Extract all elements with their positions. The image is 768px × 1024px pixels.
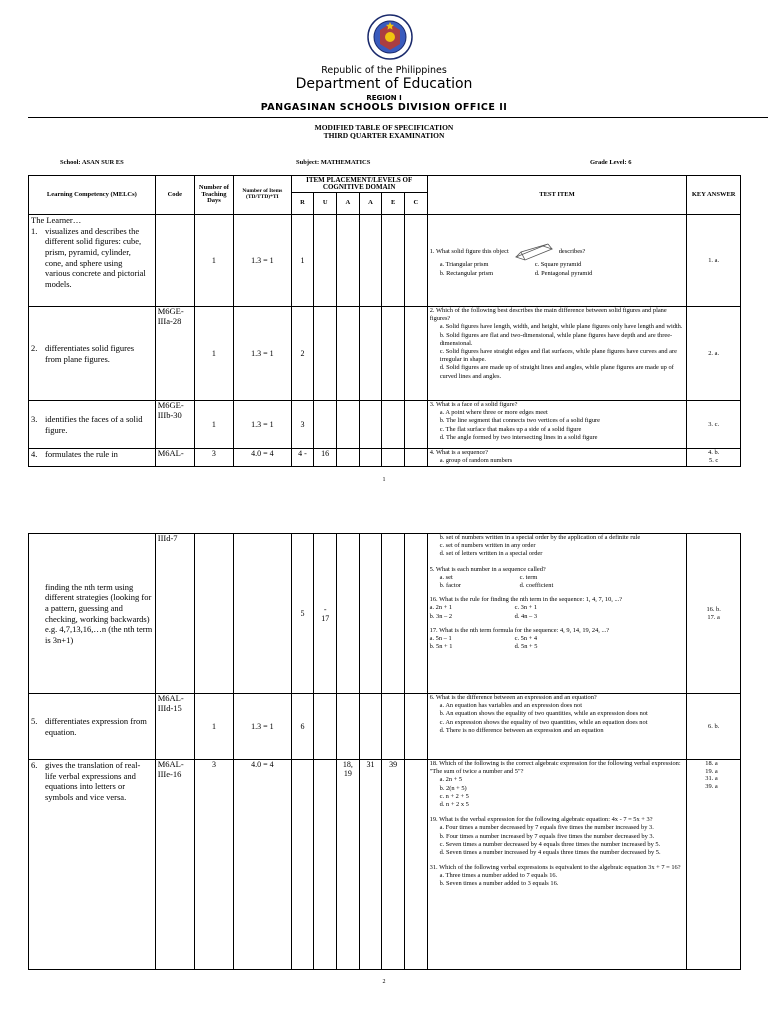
key-cell	[687, 449, 741, 467]
key-line: 5. c	[709, 456, 719, 464]
u-value: 17	[321, 613, 330, 623]
option-a: a. Solid figures have length, width, and height, while plane figures only have length and width.	[439, 323, 683, 331]
option-d: d. n + 2 x 5	[439, 800, 469, 808]
table-row	[29, 449, 741, 467]
key-cell: 6. b.	[687, 694, 741, 760]
option-c: c. 5n + 4	[514, 634, 538, 642]
r-cell: 3	[291, 401, 314, 449]
u-dash: -	[323, 604, 327, 614]
code-cell	[155, 215, 194, 307]
competency-number: 5.	[31, 715, 38, 726]
competency-number: 6.	[31, 760, 38, 770]
key-cell: 3. c.	[687, 401, 741, 449]
option-c: c. The flat surface that makes up a side of a solid figure	[439, 425, 582, 433]
page-1	[0, 0, 768, 490]
days-cell: 1	[194, 694, 233, 760]
option-a: a. Three times a number added to 7 equals 16.	[439, 872, 558, 880]
question-text: 17. What is the nth term formula for the sequence: 4, 9, 14, 19, 24, ...?	[429, 626, 610, 634]
competency-number: 3.	[31, 413, 38, 424]
test-item-cell	[427, 307, 687, 401]
e-cell: 39	[382, 760, 405, 970]
competency-cell	[29, 449, 156, 467]
key-line: 31. a	[705, 775, 718, 783]
col-items: Number of Items (TD/TTD)*TI	[234, 176, 292, 215]
question-text: 31. Which of the following verbal expressions is equivalent to the algebraic equation 3x + 7 = 16?	[429, 864, 681, 872]
days-cell: 1	[194, 401, 233, 449]
col-days: Number of Teaching Days	[194, 176, 233, 215]
option-b: b. set of numbers written in a special order by the application of a definite rule	[439, 534, 641, 541]
u-cell: 16	[314, 449, 337, 467]
a1-cell: 18, 19	[337, 760, 360, 970]
option-c: c. term	[519, 573, 538, 581]
competency-cell	[29, 307, 156, 401]
test-item-cell	[427, 449, 687, 467]
competency-cell	[29, 401, 156, 449]
deped-seal-icon	[367, 14, 413, 60]
option-d: d. Solid figures are made up of straight lines and angles, while plane figures are made up of curved lines and angles.	[439, 364, 674, 380]
option-d: d. set of letters written in a special order	[439, 550, 543, 558]
school-label: School: ASAN SUR ES	[60, 159, 124, 166]
republic-label: Republic of the Philippines	[321, 65, 447, 76]
test-item-cell	[427, 215, 687, 307]
doc-title-1: MODIFIED TABLE OF SPECIFICATION	[314, 123, 454, 132]
competency-text: visualizes and describes the different solid figures: cube, prism, pyramid, cylinder, cone, and sphere using various concrete and pictorial models.	[45, 225, 146, 289]
question-text: 6. What is the difference between an expression and an equation?	[429, 694, 597, 701]
competency-number: 4.	[31, 449, 38, 459]
code-cell: M6AL-IIIe-16	[155, 760, 194, 970]
learner-intro: The Learner…	[31, 215, 82, 225]
spec-table-page-2	[28, 533, 741, 970]
competency-text: formulates the rule in	[45, 449, 118, 459]
key-line: 39. a	[705, 783, 718, 791]
page-number: 1	[382, 477, 386, 483]
items-cell: 1.3 = 1	[234, 215, 292, 307]
r-cell: 6	[291, 694, 314, 760]
items-cell: 1.3 = 1	[234, 694, 292, 760]
col-r: R	[291, 193, 314, 215]
col-a1: A	[337, 193, 360, 215]
option-a: a. 2n + 1	[429, 604, 453, 612]
code-cell: M6AL-	[155, 449, 194, 467]
option-c: c. n + 2 + 5	[439, 792, 469, 800]
option-a: a. Triangular prism	[439, 261, 489, 269]
key-line: 18. a	[705, 760, 718, 767]
option-a: a. Four times a number decreased by 7 equals five times the number increased by 3.	[439, 824, 654, 832]
competency-cell	[29, 694, 156, 760]
question-text: 16. What is the rule for finding the nth term in the sequence: 1, 4, 7, 10, ...?	[429, 596, 623, 604]
option-c: c. Seven times a number decreased by 4 equals three times the number increased by 5.	[439, 840, 661, 848]
doc-title-2: THIRD QUARTER EXAMINATION	[323, 131, 445, 140]
col-code: Code	[155, 176, 194, 215]
option-d: d. 5n + 5	[514, 643, 538, 651]
key-line: 4. b.	[708, 449, 720, 456]
page-2	[0, 525, 768, 1024]
option-d: d. 4n – 3	[514, 612, 538, 620]
competency-cell	[29, 215, 156, 307]
col-key: KEY ANSWER	[687, 176, 741, 215]
days-cell: 3	[194, 449, 233, 467]
items-cell: 4.0 = 4	[234, 449, 292, 467]
option-a: a. set	[439, 573, 453, 581]
competency-text: gives the translation of real-life verbal expressions and equations into letters or symbols and vice versa.	[45, 760, 141, 802]
subject-label: Subject: MATHEMATICS	[296, 159, 371, 166]
u-cell	[314, 534, 337, 694]
key-line: 17. a	[707, 613, 720, 621]
items-cell: 4.0 = 4	[234, 760, 292, 970]
option-c: c. set of numbers written in any order	[439, 542, 536, 550]
days-cell: 3	[194, 760, 233, 970]
competency-number: 1.	[31, 225, 38, 236]
question-text: 2. Which of the following best describes the main difference between solid figures and plane figures?	[429, 307, 667, 323]
table-row	[29, 534, 741, 694]
question-text: 1. What solid figure this object	[429, 248, 509, 256]
col-u: U	[314, 193, 337, 215]
header-divider	[28, 117, 768, 118]
option-b: b. An equation shows the equality of two quantities, while an expression does not	[439, 710, 648, 718]
test-item-cell	[427, 760, 687, 970]
question-text: 3. What is a face of a solid figure?	[429, 401, 518, 408]
days-cell: 1	[194, 215, 233, 307]
r-cell: 1	[291, 215, 314, 307]
key-line: 16. b.	[706, 605, 721, 613]
option-a: a. 2n + 5	[439, 776, 463, 784]
option-b: b. Rectangular prism	[439, 269, 494, 277]
option-b: b. Seven times a number added to 3 equals 16.	[439, 880, 559, 888]
option-d: d. There is no difference between an expression and an equation	[439, 726, 604, 734]
competency-text: differentiates expression from equation.	[45, 715, 147, 737]
col-c: C	[404, 193, 427, 215]
option-c: c. An expression shows the equality of two quantities, while an equation does not	[439, 718, 648, 726]
competency-cell	[29, 760, 156, 970]
table-row	[29, 307, 741, 401]
option-b: b. 5n + 1	[429, 643, 453, 651]
header-row	[29, 176, 741, 193]
grade-label: Grade Level: 6	[590, 159, 632, 166]
table-row	[29, 760, 741, 970]
items-cell: 1.3 = 1	[234, 307, 292, 401]
table-row	[29, 694, 741, 760]
competency-text: differentiates solid figures from plane figures.	[45, 342, 135, 364]
key-line: 19. a	[705, 767, 718, 775]
col-e: E	[382, 193, 405, 215]
key-cell: 2. a.	[687, 307, 741, 401]
region-label: REGION I	[366, 94, 402, 102]
competency-cell: finding the nth term using different strategies (looking for a pattern, guessing and checking, working backwards) e.g. 4,7,13,16,…n (the nth term is 3n+1)	[29, 534, 156, 694]
option-b: b. Four times a number increased by 7 equals five times the number decreased by 3.	[439, 832, 655, 840]
items-cell: 1.3 = 1	[234, 401, 292, 449]
option-a: a. An equation has variables and an expression does not	[439, 702, 582, 710]
question-text: 4. What is a sequence?	[429, 449, 488, 456]
col-placement: ITEM PLACEMENT/LEVELS OF COGNITIVE DOMAIN	[291, 176, 427, 193]
col-a2: A	[359, 193, 382, 215]
option-d: d. coefficient	[519, 581, 554, 589]
triangular-prism-icon	[513, 243, 555, 261]
competency-number: 2.	[31, 342, 38, 353]
code-cell: M6GE-IIIa-28	[155, 307, 194, 401]
code-cell: IIId-7	[155, 534, 194, 694]
option-a: a. A point where three or more edges meet	[439, 409, 548, 417]
r-cell: 5	[291, 534, 314, 694]
test-item-cell	[427, 401, 687, 449]
page-number: 2	[382, 979, 386, 985]
key-cell	[687, 760, 741, 970]
option-b: b. factor	[439, 581, 461, 589]
code-cell: M6AL-IIId-15	[155, 694, 194, 760]
option-d: d. Pentagonal pyramid	[534, 269, 593, 277]
question-text: 5. What is each number in a sequence called?	[429, 565, 546, 573]
a2-cell: 31	[359, 760, 382, 970]
r-cell: 4 -	[291, 449, 314, 467]
option-c: c. Square pyramid	[534, 261, 582, 269]
option-d: d. The angle formed by two intersecting lines in a solid figure	[439, 433, 598, 441]
question-text: 19. What is the verbal expression for the following algebraic equation: 4x - 7 = 5x + 3?	[429, 816, 653, 824]
division-label: PANGASINAN SCHOOLS DIVISION OFFICE II	[260, 102, 508, 113]
option-b: b. 2(n + 5)	[439, 784, 467, 792]
competency-text: identifies the faces of a solid figure.	[45, 413, 143, 435]
test-item-cell	[427, 694, 687, 760]
question-text-end: describes?	[558, 248, 586, 256]
table-row	[29, 215, 741, 307]
col-test-item: TEST ITEM	[427, 176, 687, 215]
key-cell	[687, 534, 741, 694]
option-a: a. 5n – 1	[429, 634, 452, 642]
spec-table-page-1	[28, 175, 741, 467]
col-competency: Learning Competency (MELCs)	[29, 176, 156, 215]
option-b: b. 3n – 2	[429, 612, 453, 620]
key-cell: 1. a.	[687, 215, 741, 307]
option-d: d. Seven times a number increased by 4 equals three times the number decreased by 5.	[439, 848, 661, 856]
code-cell: M6GE-IIIb-30	[155, 401, 194, 449]
option-c: c. 3n + 1	[514, 604, 538, 612]
test-item-cell	[427, 534, 687, 694]
option-c: c. Solid figures have straight edges and flat surfaces, while plane figures have curves and are irregular in shape.	[439, 347, 677, 364]
department-title: Department of Education	[295, 76, 473, 92]
table-row	[29, 401, 741, 449]
days-cell: 1	[194, 307, 233, 401]
option-a: a. group of random numbers	[439, 457, 513, 465]
option-b: b. The line segment that connects two vertices of a solid figure	[439, 417, 600, 425]
question-text: 18. Which of the following is the correct algebraic expression for the following verbal expression: "The sum of twice a number and 5"?	[429, 760, 681, 776]
option-b: b. Solid figures are flat and two-dimensional, while plane figures have depth and are three-dimensional.	[439, 331, 673, 347]
r-cell: 2	[291, 307, 314, 401]
